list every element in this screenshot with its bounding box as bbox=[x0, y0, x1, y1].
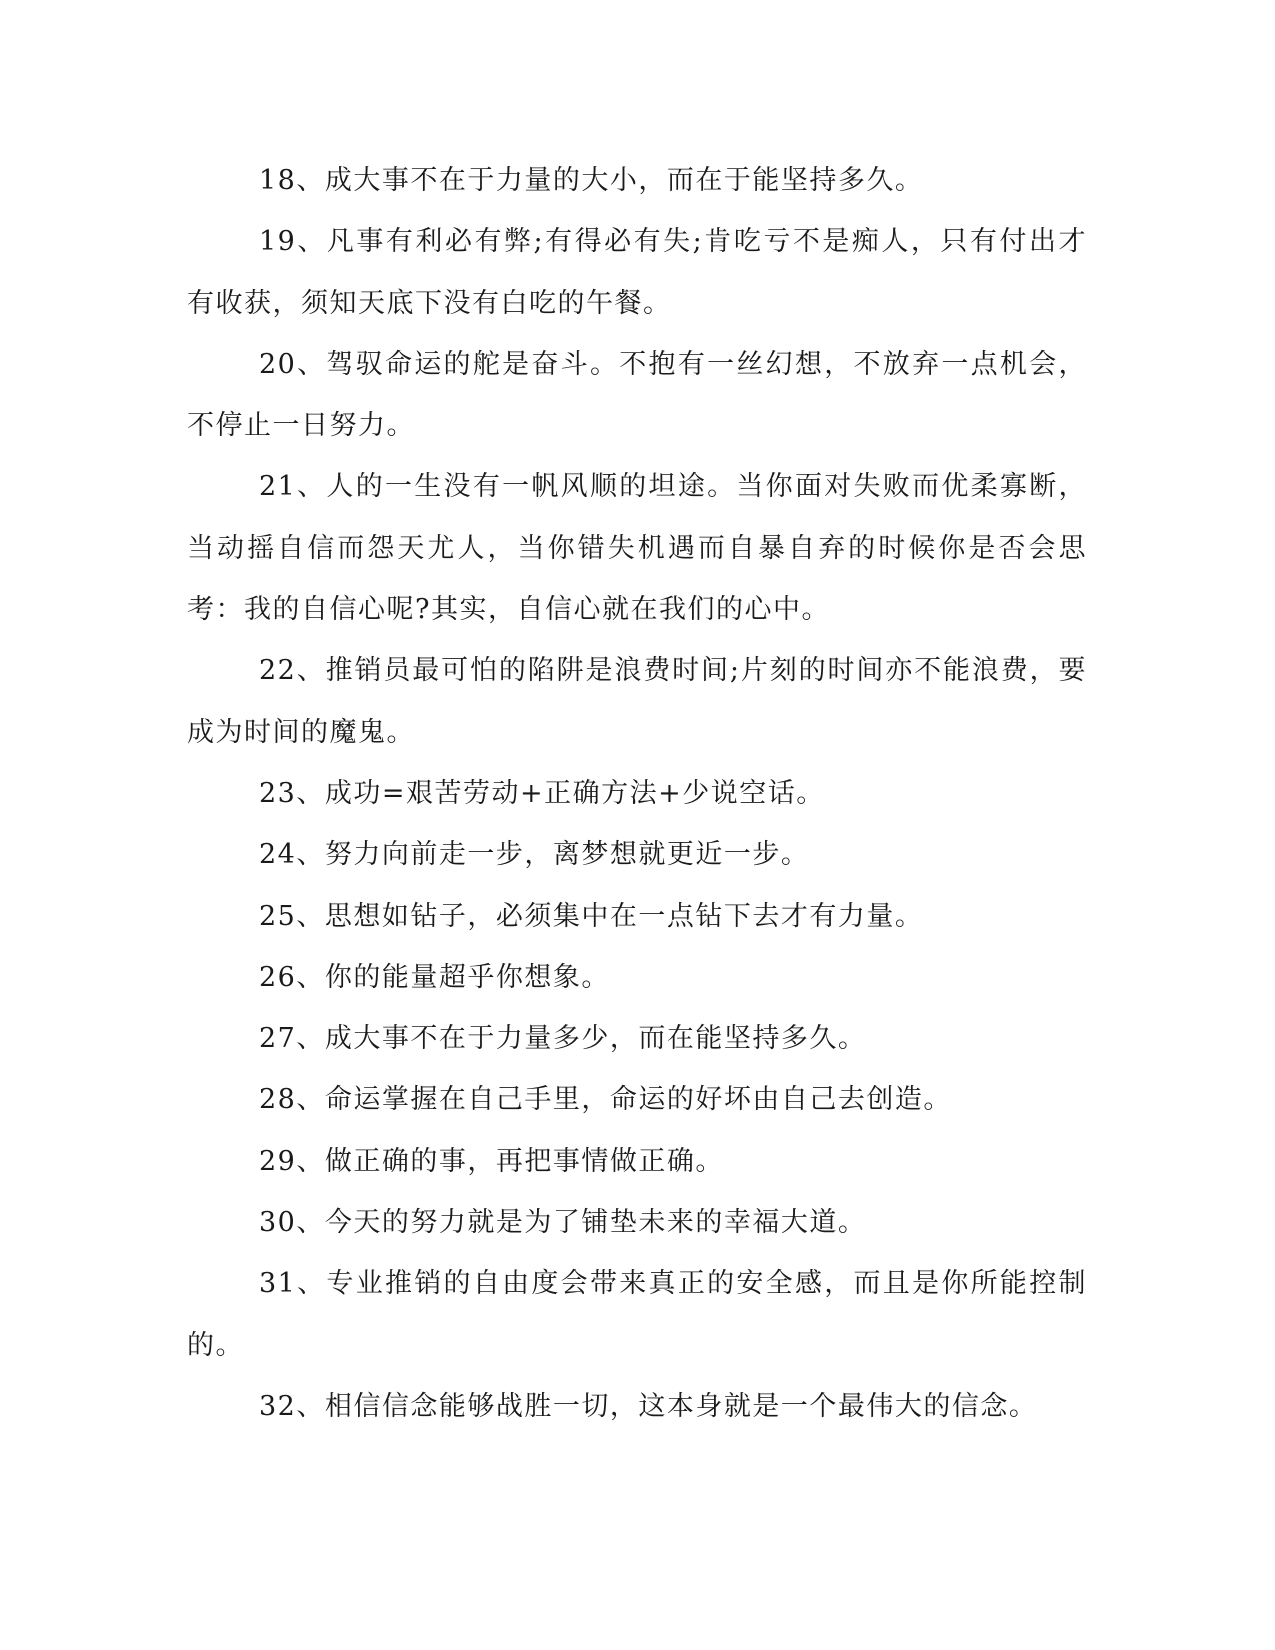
paragraph-24: 24、努力向前走一步，离梦想就更近一步。 bbox=[259, 839, 810, 871]
paragraph-30: 30、今天的努力就是为了铺垫未来的幸福大道。 bbox=[259, 1207, 867, 1239]
paragraph-28: 28、命运掌握在自己手里，命运的好坏由自己去创造。 bbox=[259, 1084, 952, 1116]
paragraph-18: 18、成大事不在于力量的大小，而在于能坚持多久。 bbox=[259, 165, 924, 196]
paragraph-22: 22、推销员最可怕的陷阱是浪费时间;片刻的时间亦不能浪费，要成为时间的魔鬼。 bbox=[187, 655, 1087, 748]
paragraph-20: 20、驾驭命运的舵是奋斗。不抱有一丝幻想，不放弃一点机会，不停止一日努力。 bbox=[187, 348, 1087, 442]
paragraph-32: 32、相信信念能够战胜一切，这本身就是一个最伟大的信念。 bbox=[259, 1390, 1038, 1422]
paragraph-26: 26、你的能量超乎你想象。 bbox=[259, 961, 610, 993]
paragraph-31: 31、专业推销的自由度会带来真正的安全感，而且是你所能控制的。 bbox=[187, 1268, 1087, 1361]
paragraph-25: 25、思想如钻子，必须集中在一点钻下去才有力量。 bbox=[259, 900, 924, 932]
document-body bbox=[187, 150, 1087, 1437]
paragraph-27: 27、成大事不在于力量多少，而在能坚持多久。 bbox=[259, 1023, 867, 1055]
paragraph-19: 19、凡事有利必有弊;有得必有失;肯吃亏不是痴人，只有付出才有收获，须知天底下没有白吃的午餐。 bbox=[187, 226, 1087, 319]
paragraph-21: 21、人的一生没有一帆风顺的坦途。当你面对失败而优柔寡断，当动摇自信而怨天尤人，当你错失机遇而自暴自弃的时候你是否会思考：我的自信心呢?其实，自信心就在我们的心中。 bbox=[187, 471, 1087, 626]
paragraph-23: 23、成功=艰苦劳动+正确方法+少说空话。 bbox=[259, 777, 825, 809]
paragraph-29: 29、做正确的事，再把事情做正确。 bbox=[259, 1145, 724, 1177]
